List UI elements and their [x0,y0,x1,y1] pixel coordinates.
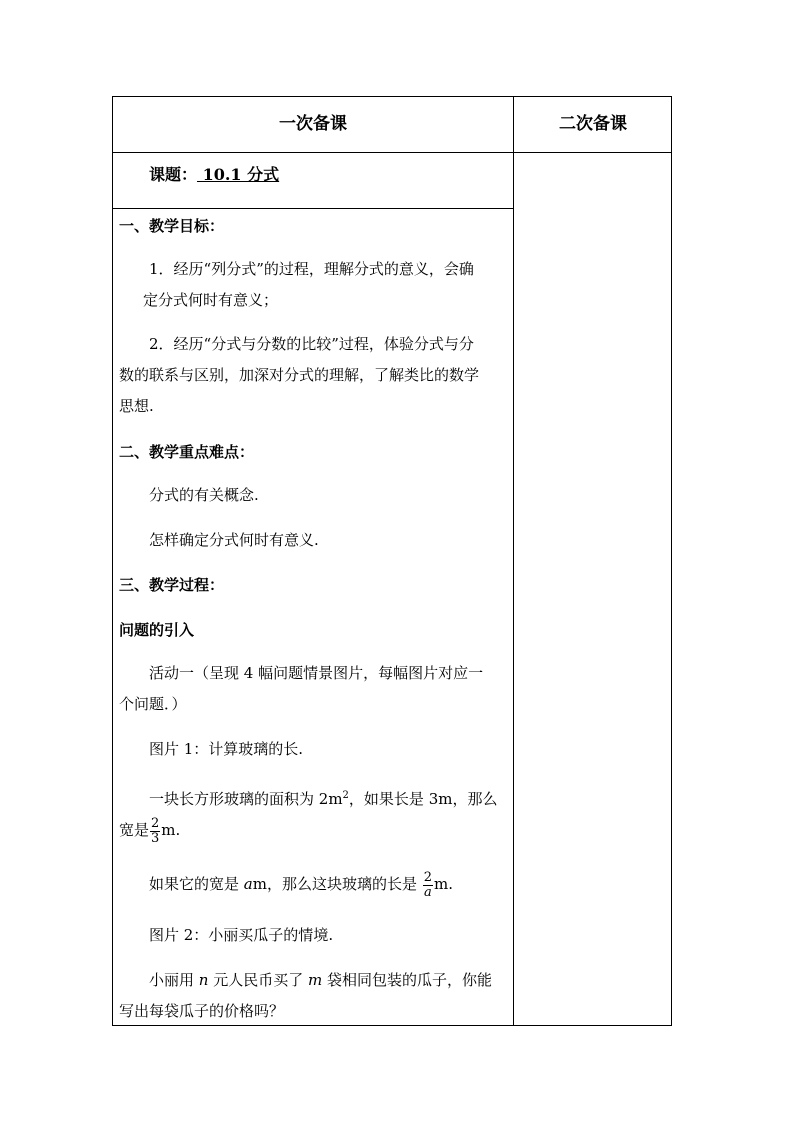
goal2-line1: 2．经历“分式与分数的比较”过程，体验分式与分 [149,335,474,353]
goal2-line2: 数的联系与区别，加深对分式的理解，了解类比的数学 [119,366,480,384]
fraction-denominator: 3 [151,830,160,846]
key-heading: 二、教学重点难点： [119,443,255,461]
goal1-line2: 定分式何时有意义； [143,291,279,309]
subject-label: 课题： [149,165,198,184]
if-width-suffix: m. [434,875,454,893]
variable-m: m [308,971,323,989]
width-suffix: m. [161,821,181,839]
picture-2-caption: 图片 2：小丽买瓜子的情境. [149,926,334,944]
header-second-prep: 二次备课 [559,114,627,134]
width-prefix: 宽是 [119,821,150,839]
variable-n: n [198,971,209,989]
subject-line [149,159,279,190]
activity-line2: 个问题．） [119,695,187,713]
glass-text-b: ，如果长是 3m，那么 [348,790,498,808]
buy-text-c: 袋相同包装的瓜子，你能 [322,971,493,989]
fraction-2-over-a [423,871,433,900]
goal1-line1: 1．经历“列分式”的过程，理解分式的意义，会确 [149,260,474,278]
activity-line1: 活动一（呈现 4 幅问题情景图片，每幅图片对应一 [149,664,484,682]
buy-text-a: 小丽用 [149,971,199,989]
subject-value: 10.1 分式 [197,165,280,184]
header-first-prep: 一次备课 [279,114,347,134]
fraction-numerator: 2 [423,869,433,885]
glass-superscript: 2 [342,790,349,801]
buy-text-b: 元人民币买了 [208,971,308,989]
lesson-plan-table [112,96,672,1026]
subject-divider [113,208,513,209]
goal2-line3: 思想. [119,397,154,415]
glass-text-a: 一块长方形玻璃的面积为 2m [149,790,343,808]
fraction-numerator: 2 [151,815,160,831]
buy-line1 [149,965,492,996]
glass-area-line [149,780,497,815]
column-divider [513,97,514,1025]
picture-1-caption: 图片 1：计算玻璃的长. [149,740,304,758]
goals-heading: 一、教学目标： [119,217,225,235]
fraction-denominator: a [423,884,432,900]
fraction-2-over-3 [150,817,160,846]
intro-heading: 问题的引入 [119,621,195,639]
if-width-text-a: 如果它的宽是 [149,875,244,893]
header-divider [113,152,671,153]
if-width-line [149,869,453,900]
key-item-1: 分式的有关概念. [149,486,259,504]
if-width-text-b: m，那么这块玻璃的长是 [252,875,422,893]
buy-line2: 写出每袋瓜子的价格吗？ [119,1002,285,1020]
key-item-2: 怎样确定分式何时有意义. [149,531,319,549]
variable-a: a [243,875,253,893]
process-heading: 三、教学过程： [119,576,225,594]
width-line [119,815,180,846]
